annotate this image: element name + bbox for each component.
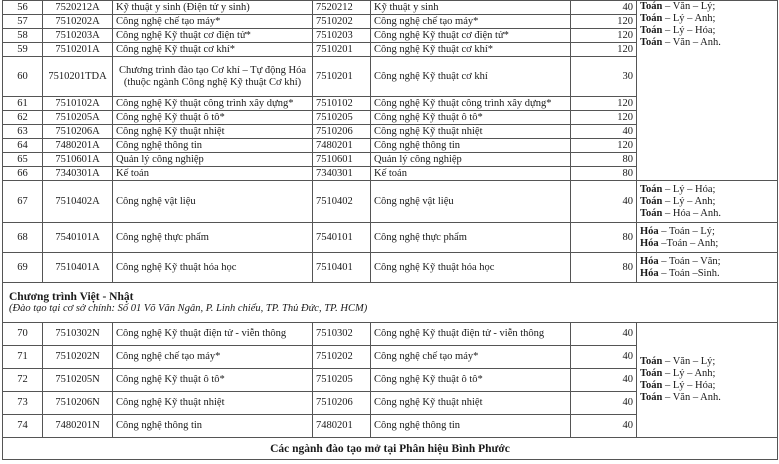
subject-combination: Toán – Lý – Hóa; [640, 25, 716, 36]
quota: 40 [571, 415, 637, 438]
row-number: 73 [3, 392, 43, 415]
major-name: Công nghệ Kỹ thuật hóa học [371, 253, 571, 283]
row-number: 64 [3, 139, 43, 153]
major-code: 7510601 [313, 153, 371, 167]
quota: 80 [571, 153, 637, 167]
major-name: Công nghệ thực phẩm [371, 223, 571, 253]
major-code: 7510203 [313, 29, 371, 43]
row-number: 58 [3, 29, 43, 43]
major-code: 7540101 [313, 223, 371, 253]
table-row [3, 253, 778, 283]
program-code: 7540101A [43, 223, 113, 253]
program-code: 7510205A [43, 111, 113, 125]
major-code: 7510206 [313, 392, 371, 415]
major-name: Công nghệ Kỹ thuật cơ điện tử* [371, 29, 571, 43]
program-name: Công nghệ thông tin [113, 139, 313, 153]
program-name: Công nghệ chế tạo máy* [113, 15, 313, 29]
row-number: 63 [3, 125, 43, 139]
row-number: 57 [3, 15, 43, 29]
major-code: 7480201 [313, 139, 371, 153]
program-name: Kế toán [113, 167, 313, 181]
major-code: 7480201 [313, 415, 371, 438]
subject-combinations [637, 1, 778, 181]
major-code: 7510205 [313, 369, 371, 392]
program-code: 7510201A [43, 43, 113, 57]
major-code: 7510201 [313, 43, 371, 57]
major-name: Công nghệ Kỹ thuật nhiệt [371, 392, 571, 415]
program-code: 7510402A [43, 181, 113, 223]
row-number: 72 [3, 369, 43, 392]
row-number: 71 [3, 346, 43, 369]
row-number: 66 [3, 167, 43, 181]
subject-combination: Toán – Lý – Hóa; [640, 183, 716, 195]
quota: 40 [571, 346, 637, 369]
table-row [3, 323, 778, 346]
row-number: 69 [3, 253, 43, 283]
program-code: 7510202N [43, 346, 113, 369]
subject-combination: Hóa – Toán – Văn; [640, 255, 721, 267]
program-code: 7510601A [43, 153, 113, 167]
program-name: Công nghệ Kỹ thuật nhiệt [113, 125, 313, 139]
program-code: 7520212A [43, 1, 113, 15]
quota: 120 [571, 139, 637, 153]
major-name: Công nghệ Kỹ thuật cơ khí [371, 57, 571, 97]
quota: 80 [571, 167, 637, 181]
subject-combination: Toán – Văn – Lý; [640, 356, 716, 367]
subject-combination: Toán – Lý – Hóa; [640, 380, 716, 391]
quota: 120 [571, 29, 637, 43]
major-name: Công nghệ thông tin [371, 139, 571, 153]
section-header [3, 283, 778, 323]
program-name: Công nghệ chế tạo máy* [113, 346, 313, 369]
quota: 30 [571, 57, 637, 97]
program-name: Công nghệ Kỹ thuật điện tử - viễn thông [113, 323, 313, 346]
row-number: 60 [3, 57, 43, 97]
row-number: 62 [3, 111, 43, 125]
program-name: Công nghệ Kỹ thuật cơ điện tử* [113, 29, 313, 43]
program-code: 7510202A [43, 15, 113, 29]
quota: 120 [571, 15, 637, 29]
footer-title: Các ngành đào tạo mở tại Phân hiệu Bình Phước [3, 438, 778, 460]
program-name: Công nghệ Kỹ thuật công trình xây dựng* [113, 97, 313, 111]
quota: 40 [571, 181, 637, 223]
major-name: Kế toán [371, 167, 571, 181]
program-name: Quản lý công nghiệp [113, 153, 313, 167]
subject-combinations [637, 323, 778, 438]
quota: 40 [571, 1, 637, 15]
subject-combinations [637, 253, 778, 283]
table-row [3, 223, 778, 253]
admissions-table [2, 0, 778, 460]
quota: 40 [571, 323, 637, 346]
quota: 40 [571, 392, 637, 415]
subject-combination: Hóa – Toán – Lý; [640, 225, 715, 237]
major-code: 7510402 [313, 181, 371, 223]
quota: 40 [571, 369, 637, 392]
major-name: Công nghệ chế tạo máy* [371, 346, 571, 369]
program-code: 7510205N [43, 369, 113, 392]
subject-combination: Toán – Lý – Anh; [640, 368, 716, 379]
subject-combination: Toán – Văn – Anh. [640, 37, 721, 48]
major-name: Công nghệ Kỹ thuật công trình xây dựng* [371, 97, 571, 111]
major-name: Công nghệ chế tạo máy* [371, 15, 571, 29]
program-code: 7510203A [43, 29, 113, 43]
subject-combination: Toán – Văn – Lý; [640, 1, 716, 12]
quota: 120 [571, 43, 637, 57]
quota: 80 [571, 223, 637, 253]
table-row [3, 181, 778, 223]
subject-combination: Toán – Văn – Anh. [640, 392, 721, 403]
major-name: Công nghệ Kỹ thuật nhiệt [371, 125, 571, 139]
program-code: 7510302N [43, 323, 113, 346]
program-code: 7510206A [43, 125, 113, 139]
major-name: Quản lý công nghiệp [371, 153, 571, 167]
row-number: 61 [3, 97, 43, 111]
subject-combination: Toán – Lý – Anh; [640, 13, 716, 24]
major-code: 7510205 [313, 111, 371, 125]
section-title: Chương trình Việt - Nhật [9, 290, 134, 303]
major-code: 7520212 [313, 1, 371, 15]
program-code: 7510206N [43, 392, 113, 415]
program-code: 7510401A [43, 253, 113, 283]
program-name: Công nghệ Kỹ thuật ô tô* [113, 111, 313, 125]
program-name: Công nghệ thực phẩm [113, 223, 313, 253]
section-subtitle: (Đào tạo tại cơ sở chính: Số 01 Võ Văn Ngân, P. Linh chiểu, TP. Thủ Đức, TP. HCM) [9, 302, 368, 314]
program-name: Kỹ thuật y sinh (Điện tử y sinh) [113, 1, 313, 15]
program-name: Công nghệ Kỹ thuật nhiệt [113, 392, 313, 415]
subject-combination: Toán – Lý – Anh; [640, 195, 716, 207]
row-number: 74 [3, 415, 43, 438]
major-name: Công nghệ Kỹ thuật ô tô* [371, 369, 571, 392]
major-code: 7510302 [313, 323, 371, 346]
row-number: 65 [3, 153, 43, 167]
program-name: Công nghệ Kỹ thuật cơ khí* [113, 43, 313, 57]
subject-combination: Toán – Hóa – Anh. [640, 207, 722, 219]
program-code: 7480201N [43, 415, 113, 438]
program-code: 7340301A [43, 167, 113, 181]
quota: 120 [571, 111, 637, 125]
major-name: Công nghệ Kỹ thuật điện tử - viễn thông [371, 323, 571, 346]
row-number: 68 [3, 223, 43, 253]
footer-row [3, 438, 778, 460]
program-code: 7510102A [43, 97, 113, 111]
major-code: 7510102 [313, 97, 371, 111]
subject-combination: Hóa – Toán –Sinh. [640, 267, 720, 279]
section-cell [3, 283, 778, 323]
program-code: 7510201TDA [43, 57, 113, 97]
program-name: Công nghệ Kỹ thuật hóa học [113, 253, 313, 283]
program-name: Công nghệ Kỹ thuật ô tô* [113, 369, 313, 392]
quota: 40 [571, 125, 637, 139]
major-code: 7510201 [313, 57, 371, 97]
major-code: 7510202 [313, 346, 371, 369]
major-name: Công nghệ Kỹ thuật ô tô* [371, 111, 571, 125]
subject-combination: Hóa –Toán – Anh; [640, 237, 719, 249]
quota: 80 [571, 253, 637, 283]
program-name: Chương trình đào tạo Cơ khí – Tự động Hóa (thuộc ngành Công nghệ Kỹ thuật Cơ khí) [113, 57, 313, 97]
major-name: Kỹ thuật y sinh [371, 1, 571, 15]
major-code: 7510202 [313, 15, 371, 29]
row-number: 59 [3, 43, 43, 57]
program-code: 7480201A [43, 139, 113, 153]
table-row [3, 1, 778, 15]
major-name: Công nghệ vật liệu [371, 181, 571, 223]
subject-combinations [637, 223, 778, 253]
major-code: 7510206 [313, 125, 371, 139]
major-code: 7510401 [313, 253, 371, 283]
row-number: 70 [3, 323, 43, 346]
row-number: 67 [3, 181, 43, 223]
program-name: Công nghệ thông tin [113, 415, 313, 438]
program-name: Công nghệ vật liệu [113, 181, 313, 223]
major-code: 7340301 [313, 167, 371, 181]
major-name: Công nghệ thông tin [371, 415, 571, 438]
row-number: 56 [3, 1, 43, 15]
subject-combinations [637, 181, 778, 223]
quota: 120 [571, 97, 637, 111]
major-name: Công nghệ Kỹ thuật cơ khí* [371, 43, 571, 57]
